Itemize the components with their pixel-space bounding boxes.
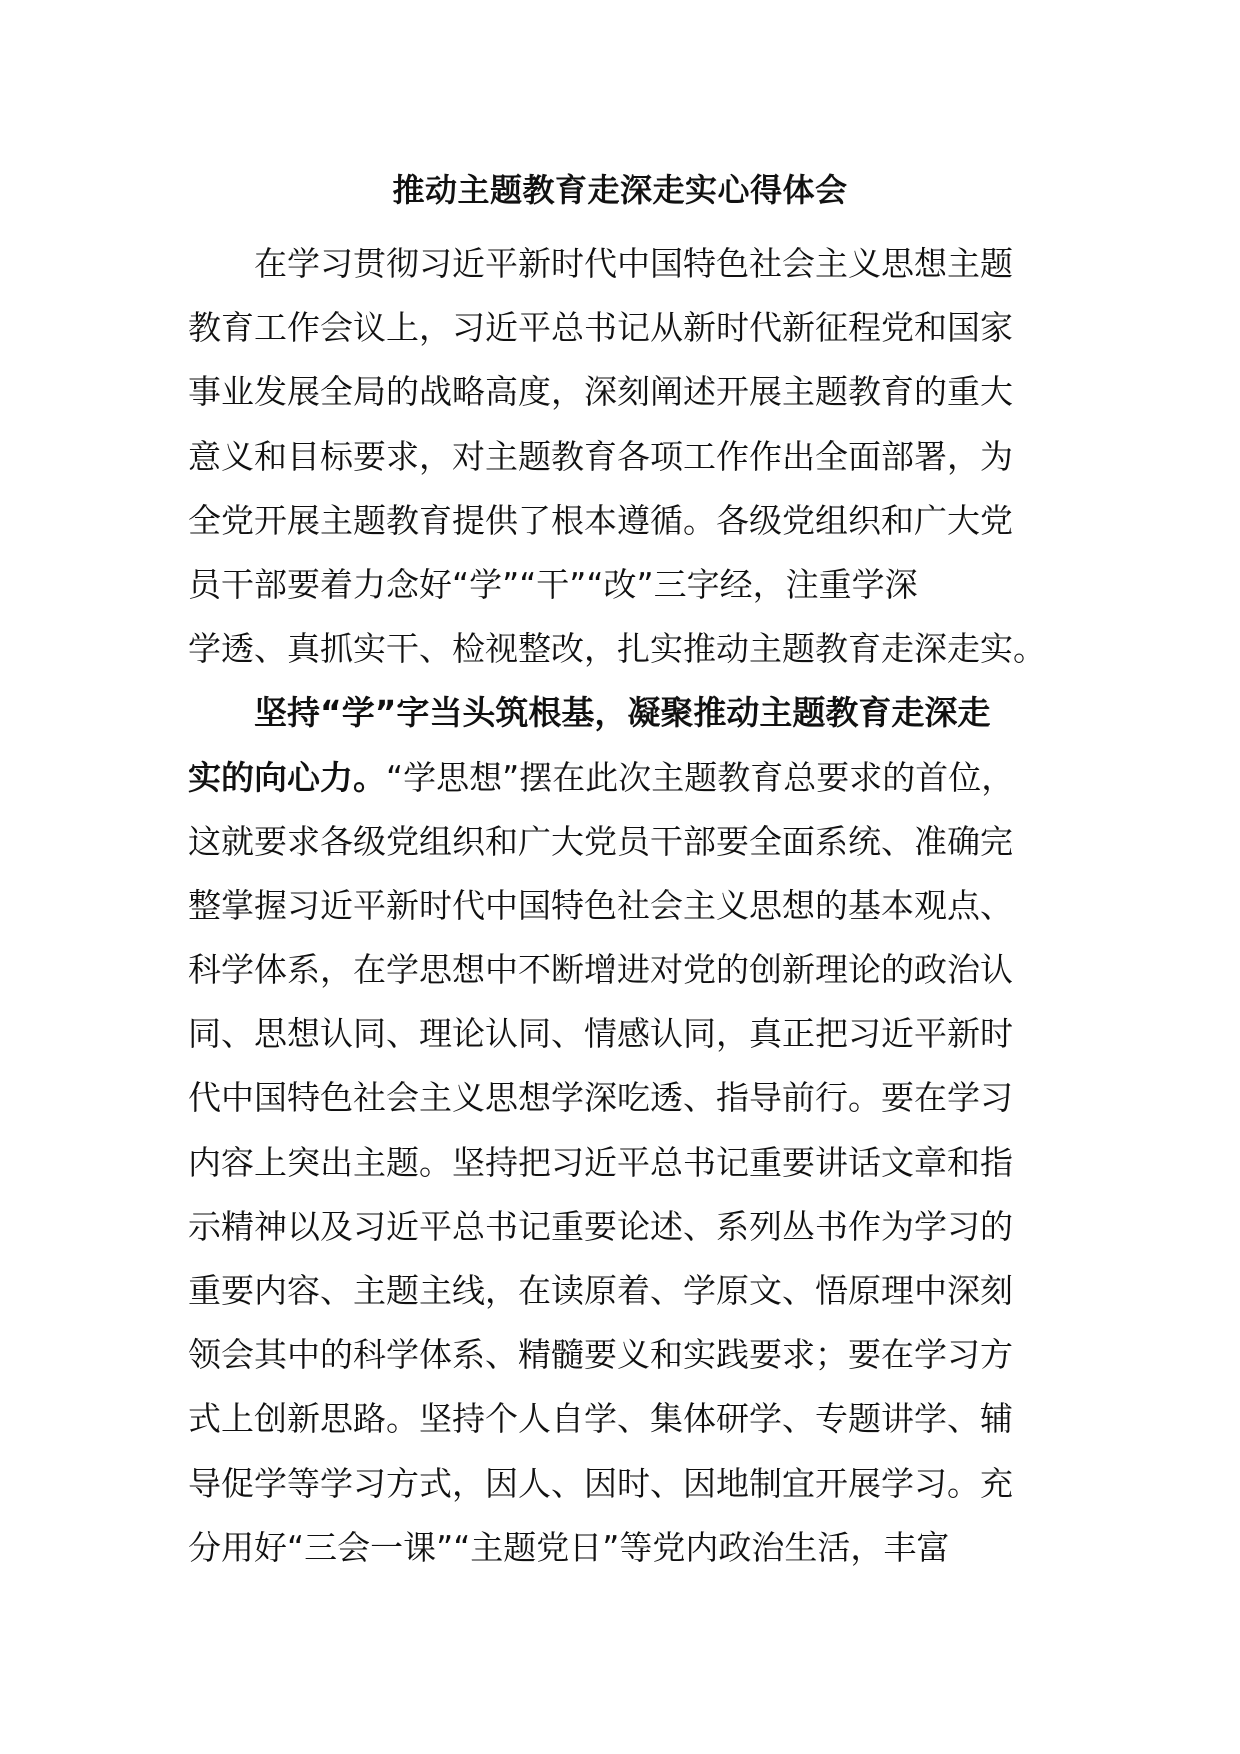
line-text: 全党开展主题教育提供了根本遵循。各级党组织和广大党 [188,500,1013,540]
text-line [188,746,1078,810]
line-text: 员干部要着力念好“学”“干”“改”三字经，注重学深 [188,564,918,604]
text-line [188,1195,1078,1259]
text-line [188,1066,1078,1130]
text-line [188,1002,1078,1066]
line-text: 导促学等学习方式，因人、因时、因地制宜开展学习。充 [188,1463,1013,1503]
section-heading-text: 坚持“学”字当头筑根基，凝聚推动主题教育走深走 [254,693,991,733]
text-line [188,553,1078,617]
text-line [188,617,1078,681]
line-text: 学透、真抓实干、检视整改，扎实推动主题教育走深走实。 [188,629,1046,669]
text-line [188,489,1078,553]
line-text: “学思想”摆在此次主题教育总要求的首位， [386,757,1015,797]
text-line [188,360,1078,424]
section-heading-text: 实的向心力。 [188,757,386,797]
section-heading-line [188,681,1078,745]
line-text: 科学体系，在学思想中不断增进对党的创新理论的政治认 [188,950,1013,990]
text-line [188,874,1078,938]
text-line [188,1131,1078,1195]
line-text: 在学习贯彻习近平新时代中国特色社会主义思想主题 [254,244,1013,283]
text-line [188,232,1078,296]
text-line [188,1452,1078,1516]
line-text: 这就要求各级党组织和广大党员干部要全面系统、准确完 [188,821,1013,861]
text-line [188,938,1078,1002]
text-line [188,1516,1078,1580]
line-text: 事业发展全局的战略高度，深刻阐述开展主题教育的重大 [188,372,1013,412]
text-line [188,296,1078,360]
text-line [188,1387,1078,1451]
document-body [188,232,1078,1580]
line-text: 教育工作会议上，习近平总书记从新时代新征程党和国家 [188,308,1013,348]
text-line [188,1259,1078,1323]
line-text: 示精神以及习近平总书记重要论述、系列丛书作为学习的 [188,1206,1013,1246]
line-text: 内容上突出主题。坚持把习近平总书记重要讲话文章和指 [188,1142,1013,1182]
line-text: 整掌握习近平新时代中国特色社会主义思想的基本观点、 [188,885,1013,925]
document-title: 推动主题教育走深走实心得体会 [392,171,848,209]
text-line [188,810,1078,874]
text-line [188,425,1078,489]
line-text: 分用好“三会一课”“主题党日”等党内政治生活，丰富 [188,1527,950,1567]
line-text: 同、思想认同、理论认同、情感认同，真正把习近平新时 [188,1014,1013,1054]
line-text: 代中国特色社会主义思想学深吃透、指导前行。要在学习 [188,1078,1013,1118]
line-text: 意义和目标要求，对主题教育各项工作作出全面部署，为 [188,436,1013,476]
line-text: 式上创新思路。坚持个人自学、集体研学、专题讲学、辅 [188,1399,1013,1439]
line-text: 领会其中的科学体系、精髓要义和实践要求；要在学习方 [188,1335,1013,1375]
line-text: 重要内容、主题主线，在读原着、学原文、悟原理中深刻 [188,1271,1013,1310]
text-line [188,1323,1078,1387]
